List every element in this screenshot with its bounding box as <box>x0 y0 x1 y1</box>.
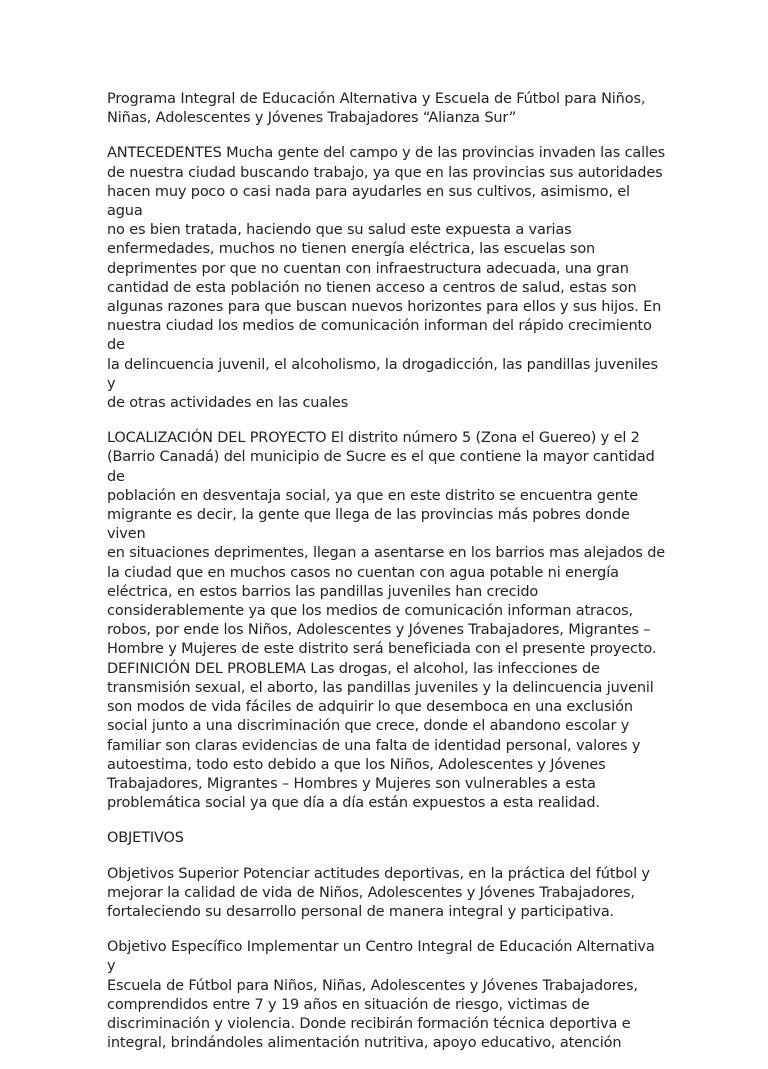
antecedentes-paragraph: ANTECEDENTES Mucha gente del campo y de las provincias invaden las calles de nuestra ciudad buscando trabajo, ya que en las provincias sus autoridades hacen muy poco o casi nada para ayudarles en sus cultivos, asimismo, el agua no es bien tratada, haciendo que su salud este expuesta a varias enfermedades, muchos no tienen energía eléctrica, las escuelas son deprimentes por que no cuentan con infraestructura adecuada, una gran cantidad de esta población no tienen acceso a centros de salud, estas son algunas razones para que buscan nuevos horizontes para ellos y sus hijos. En nuestra ciudad los medios de comunicación informan del rápido crecimiento de la delincuencia juvenil, el alcoholismo, la drogadicción, las pandillas juveniles y de otras actividades en las cuales <box>107 145 666 412</box>
definicion-paragraph: DEFINICIÓN DEL PROBLEMA Las drogas, el alcohol, las infecciones de transmisión sexual, el aborto, las pandillas juveniles y la delincuencia juvenil son modos de vida fáciles de adquirir lo que desemboca en una exclusión social junto a una discriminación que crece, donde el abandono escolar y familiar son claras evidencias de una falta de identidad personal, valores y autoestima, todo esto debido a que los Niños, Adolescentes y Jóvenes Trabajadores, Migrantes – Hombres y Mujeres son vulnerables a esta problemática social ya que día a día están expuestos a esta realidad. <box>107 660 654 812</box>
localizacion-paragraph: LOCALIZACIÓN DEL PROYECTO El distrito número 5 (Zona el Guereo) y el 2 (Barrio Canadá) del municipio de Sucre es el que contiene la mayor cantidad de población en desventaja social, ya que en este distrito se encuentra gente migrante es decir, la gente que llega de las provincias más pobres donde viven en situaciones deprimentes, llegan a asentarse en los barrios mas alejados de la ciudad que en muchos casos no cuentan con agua potable ni energía eléctrica, en estos barrios las pandillas juveniles han crecido considerablemente ya que los medios de comunicación informan atracos, robos, por ende los Niños, Adolescentes y Jóvenes Trabajadores, Migrantes – Hombre y Mujeres de este distrito será beneficiada con el presente proyecto. <box>107 430 666 658</box>
document-title: Programa Integral de Educación Alternativa y Escuela de Fútbol para Niños, Niñas, Adolescentes y Jóvenes Trabajadores “Alianza Sur” <box>107 91 646 127</box>
objetivo-superior-paragraph: Objetivos Superior Potenciar actitudes deportivas, en la práctica del fútbol y mejorar la calidad de vida de Niños, Adolescentes y Jóvenes Trabajadores, fortaleciendo su desarrollo personal de manera integral y participativa. <box>107 865 650 920</box>
document-page <box>107 90 667 1069</box>
objetivo-especifico-paragraph: Objetivo Específico Implementar un Centro Integral de Educación Alternativa y Escuela de Fútbol para Niños, Niñas, Adolescentes y Jóvenes Trabajadores, comprendidos entre 7 y 19 años en situación de riesgo, victimas de discriminación y violencia. Donde recibirán formación técnica deportiva e integral, brindándoles alimentación nutritiva, apoyo educativo, atención <box>107 939 655 1052</box>
objetivos-heading: OBJETIVOS <box>107 830 184 847</box>
